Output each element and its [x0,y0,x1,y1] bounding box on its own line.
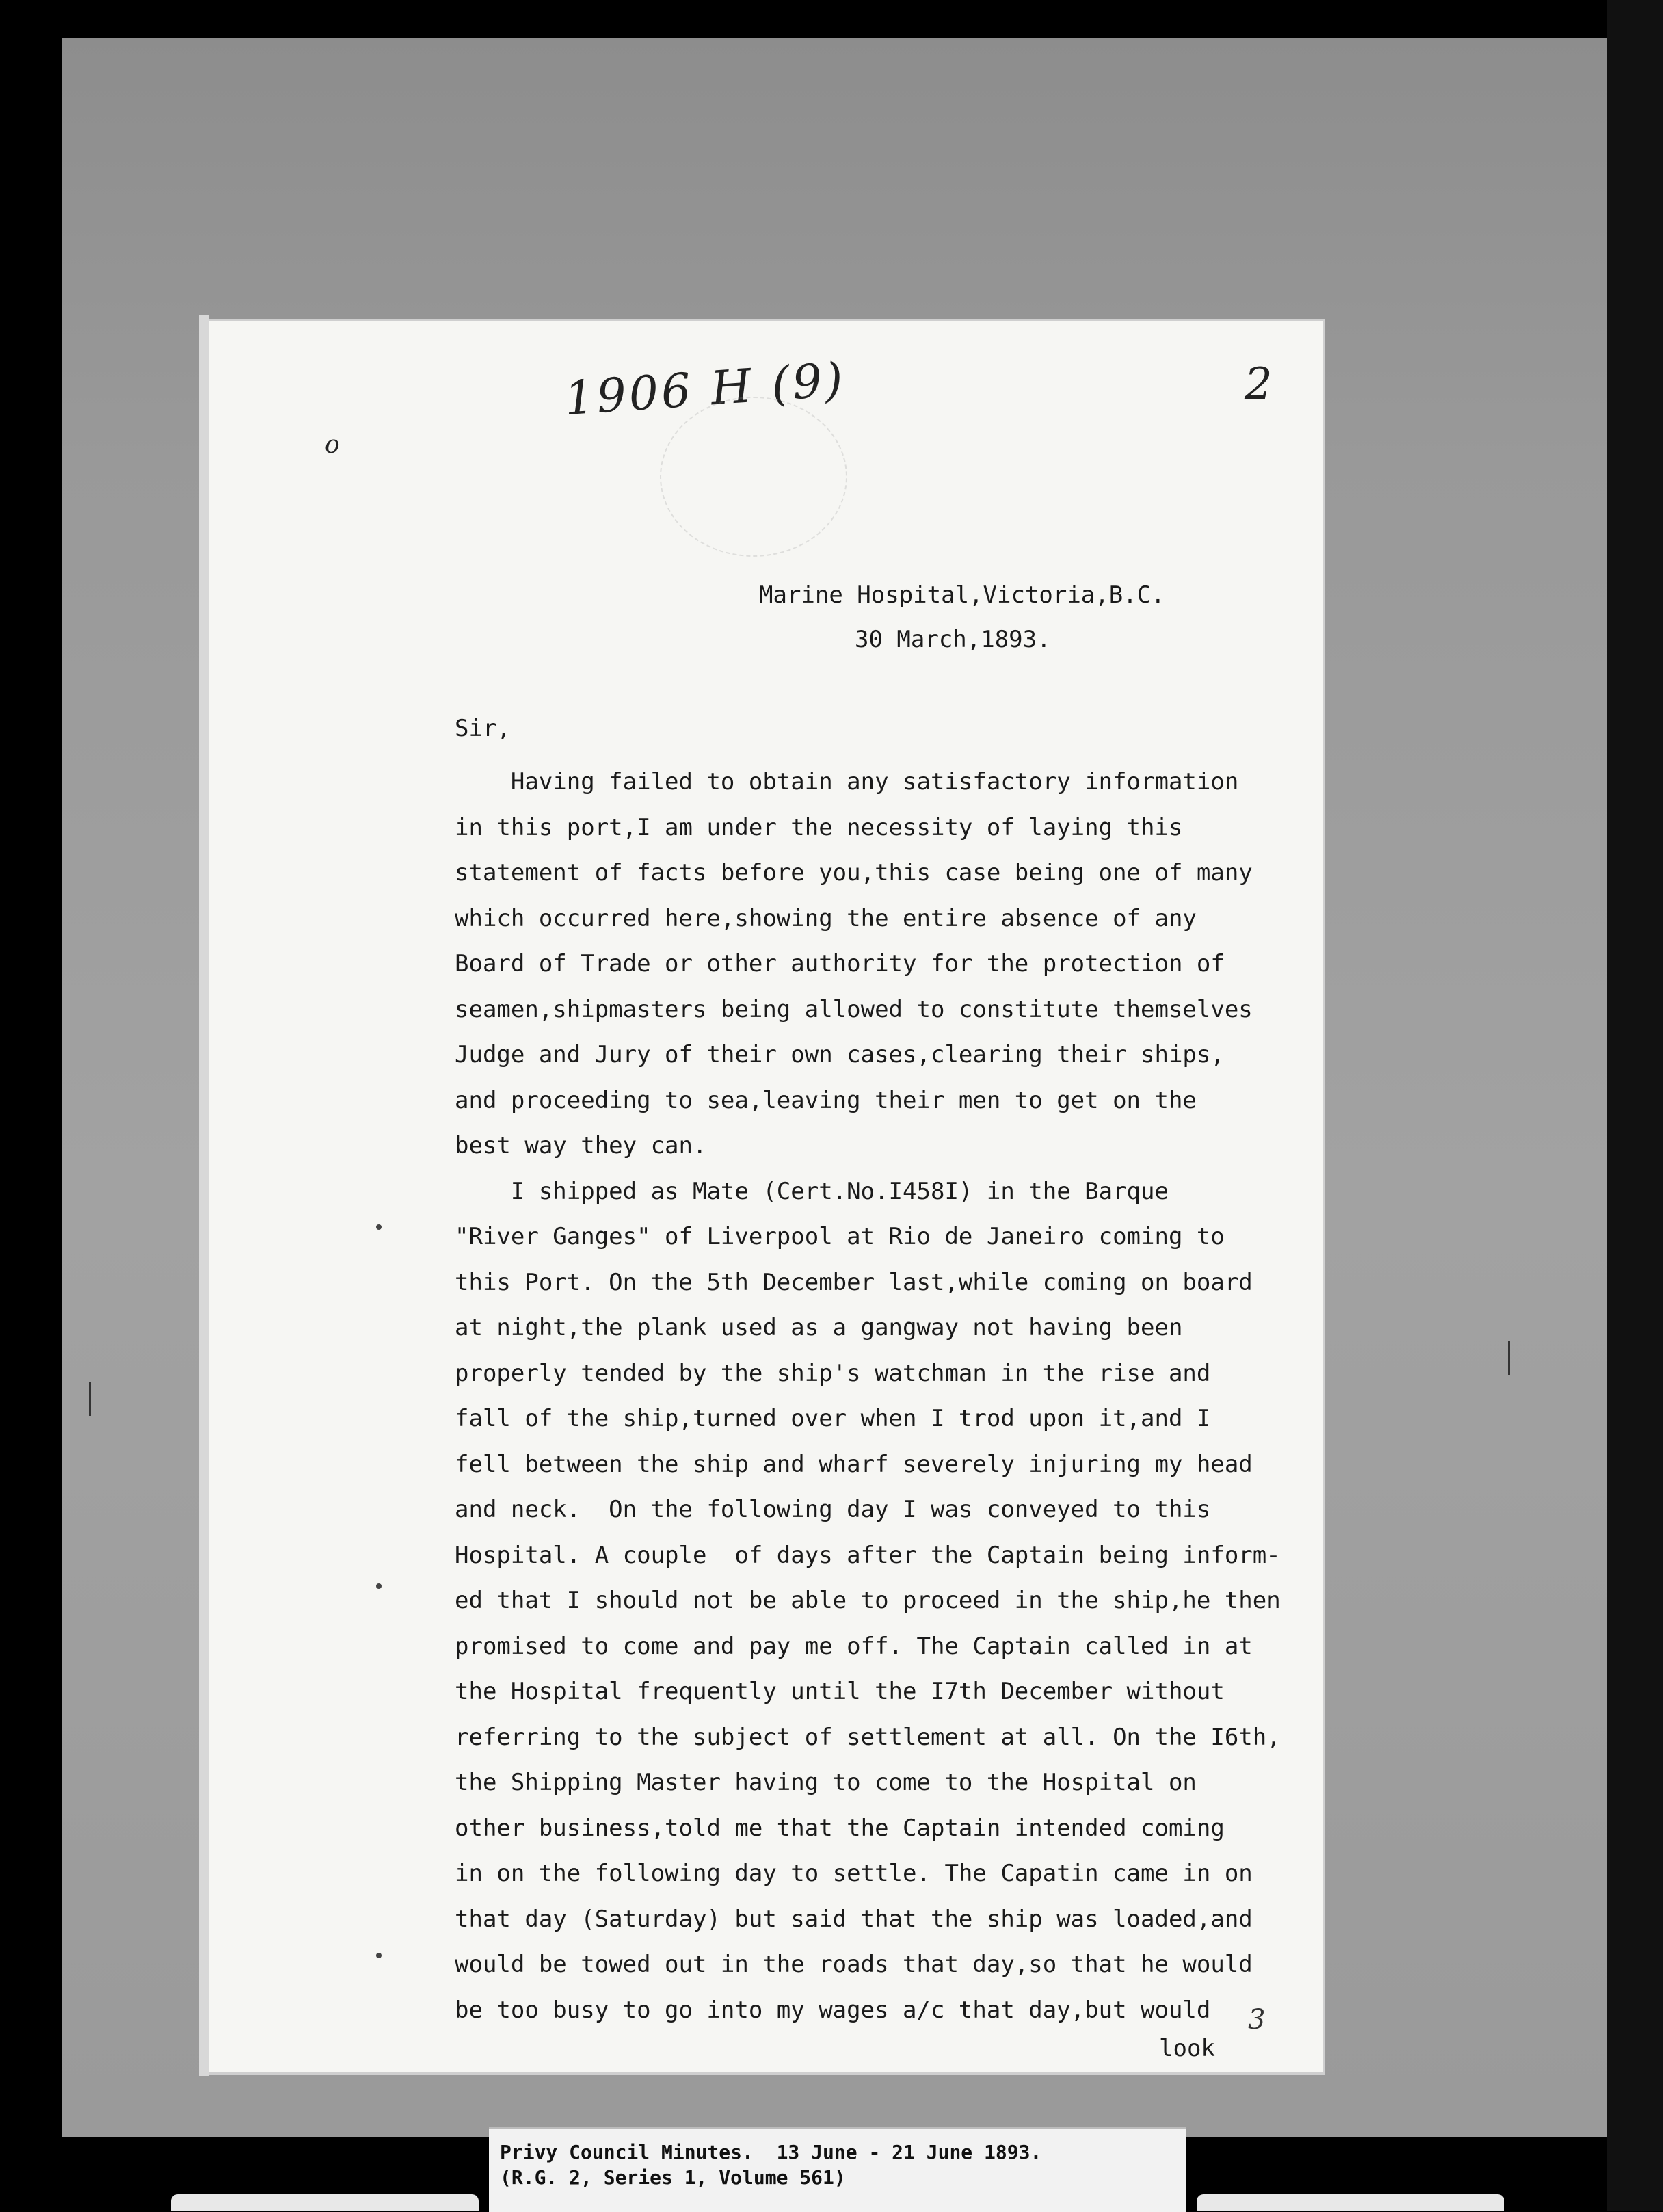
body-line: and neck. On the following day I was conveyed to this [455,1496,1211,1523]
margin-dot [376,1583,382,1589]
body-line: best way they can. [455,1132,707,1159]
body-line: other business,told me that the Captain intended coming [455,1814,1225,1842]
body-line: fell between the ship and wharf severely injuring my head [455,1450,1253,1478]
body-line: Board of Trade or other authority for the protection of [455,950,1225,977]
body-line: seamen,shipmasters being allowed to constitute themselves [455,995,1253,1023]
body-line: Hospital. A couple of days after the Captain being inform- [455,1541,1281,1569]
body-line: be too busy to go into my wages a/c that day,but would [455,1996,1211,2024]
body-line: ed that I should not be able to proceed in the ship,he then [455,1587,1281,1614]
body-line: "River Ganges" of Liverpool at Rio de Janeiro coming to [455,1223,1225,1250]
body-line: Judge and Jury of their own cases,clearing their ships, [455,1041,1225,1068]
archive-reference-annotation: 1906 H (9) [562,352,848,427]
citation-title: Privy Council Minutes. 13 June - 21 June 1893. [500,2141,1042,2163]
film-mark [1508,1341,1510,1375]
page-number-annotation: 2 [1245,359,1273,410]
letter-page [209,321,1323,2072]
body-line: this Port. On the 5th December last,while coming on board [455,1268,1253,1296]
letter-body [455,759,1309,2033]
body-line: the Shipping Master having to come to the Hospital on [455,1769,1197,1796]
catchword: look [1159,2035,1215,2062]
citation-volume: (R.G. 2, Series 1, Volume 561) [500,2166,846,2189]
body-line: would be towed out in the roads that day,so that he would [455,1951,1253,1978]
margin-dot [376,1953,382,1958]
body-line: properly tended by the ship's watchman in the rise and [455,1359,1211,1387]
margin-mark: o [325,431,340,459]
film-sprocket [1197,2194,1504,2211]
body-line: Having failed to obtain any satisfactory information [455,768,1239,795]
archive-citation-label [489,2127,1186,2212]
film-edge [1607,0,1663,2211]
letter-salutation: Sir, [455,715,511,742]
letter-address: Marine Hospital,Victoria,B.C. [759,581,1165,609]
body-line: statement of facts before you,this case being one of many [455,859,1253,886]
body-line: that day (Saturday) but said that the ship was loaded,and [455,1905,1253,1933]
film-sprocket [171,2194,479,2211]
footer-mark-annotation: 3 [1248,2004,1266,2036]
body-line: in on the following day to settle. The Capatin came in on [455,1860,1253,1887]
film-mark [89,1382,91,1416]
letter-date: 30 March,1893. [855,626,1051,653]
body-line: at night,the plank used as a gangway not having been [455,1314,1183,1341]
body-line: and proceeding to sea,leaving their men to get on the [455,1086,1197,1114]
body-line: referring to the subject of settlement at all. On the I6th, [455,1723,1281,1751]
body-line: the Hospital frequently until the I7th December without [455,1678,1225,1705]
faded-seal-stamp [660,397,847,557]
body-line: in this port,I am under the necessity of laying this [455,813,1183,841]
body-line: fall of the ship,turned over when I trod upon it,and I [455,1405,1211,1432]
body-line: I shipped as Mate (Cert.No.I458I) in the Barque [455,1177,1169,1205]
body-line: which occurred here,showing the entire absence of any [455,904,1197,932]
margin-dot [376,1224,382,1230]
body-line: promised to come and pay me off. The Captain called in at [455,1632,1253,1660]
